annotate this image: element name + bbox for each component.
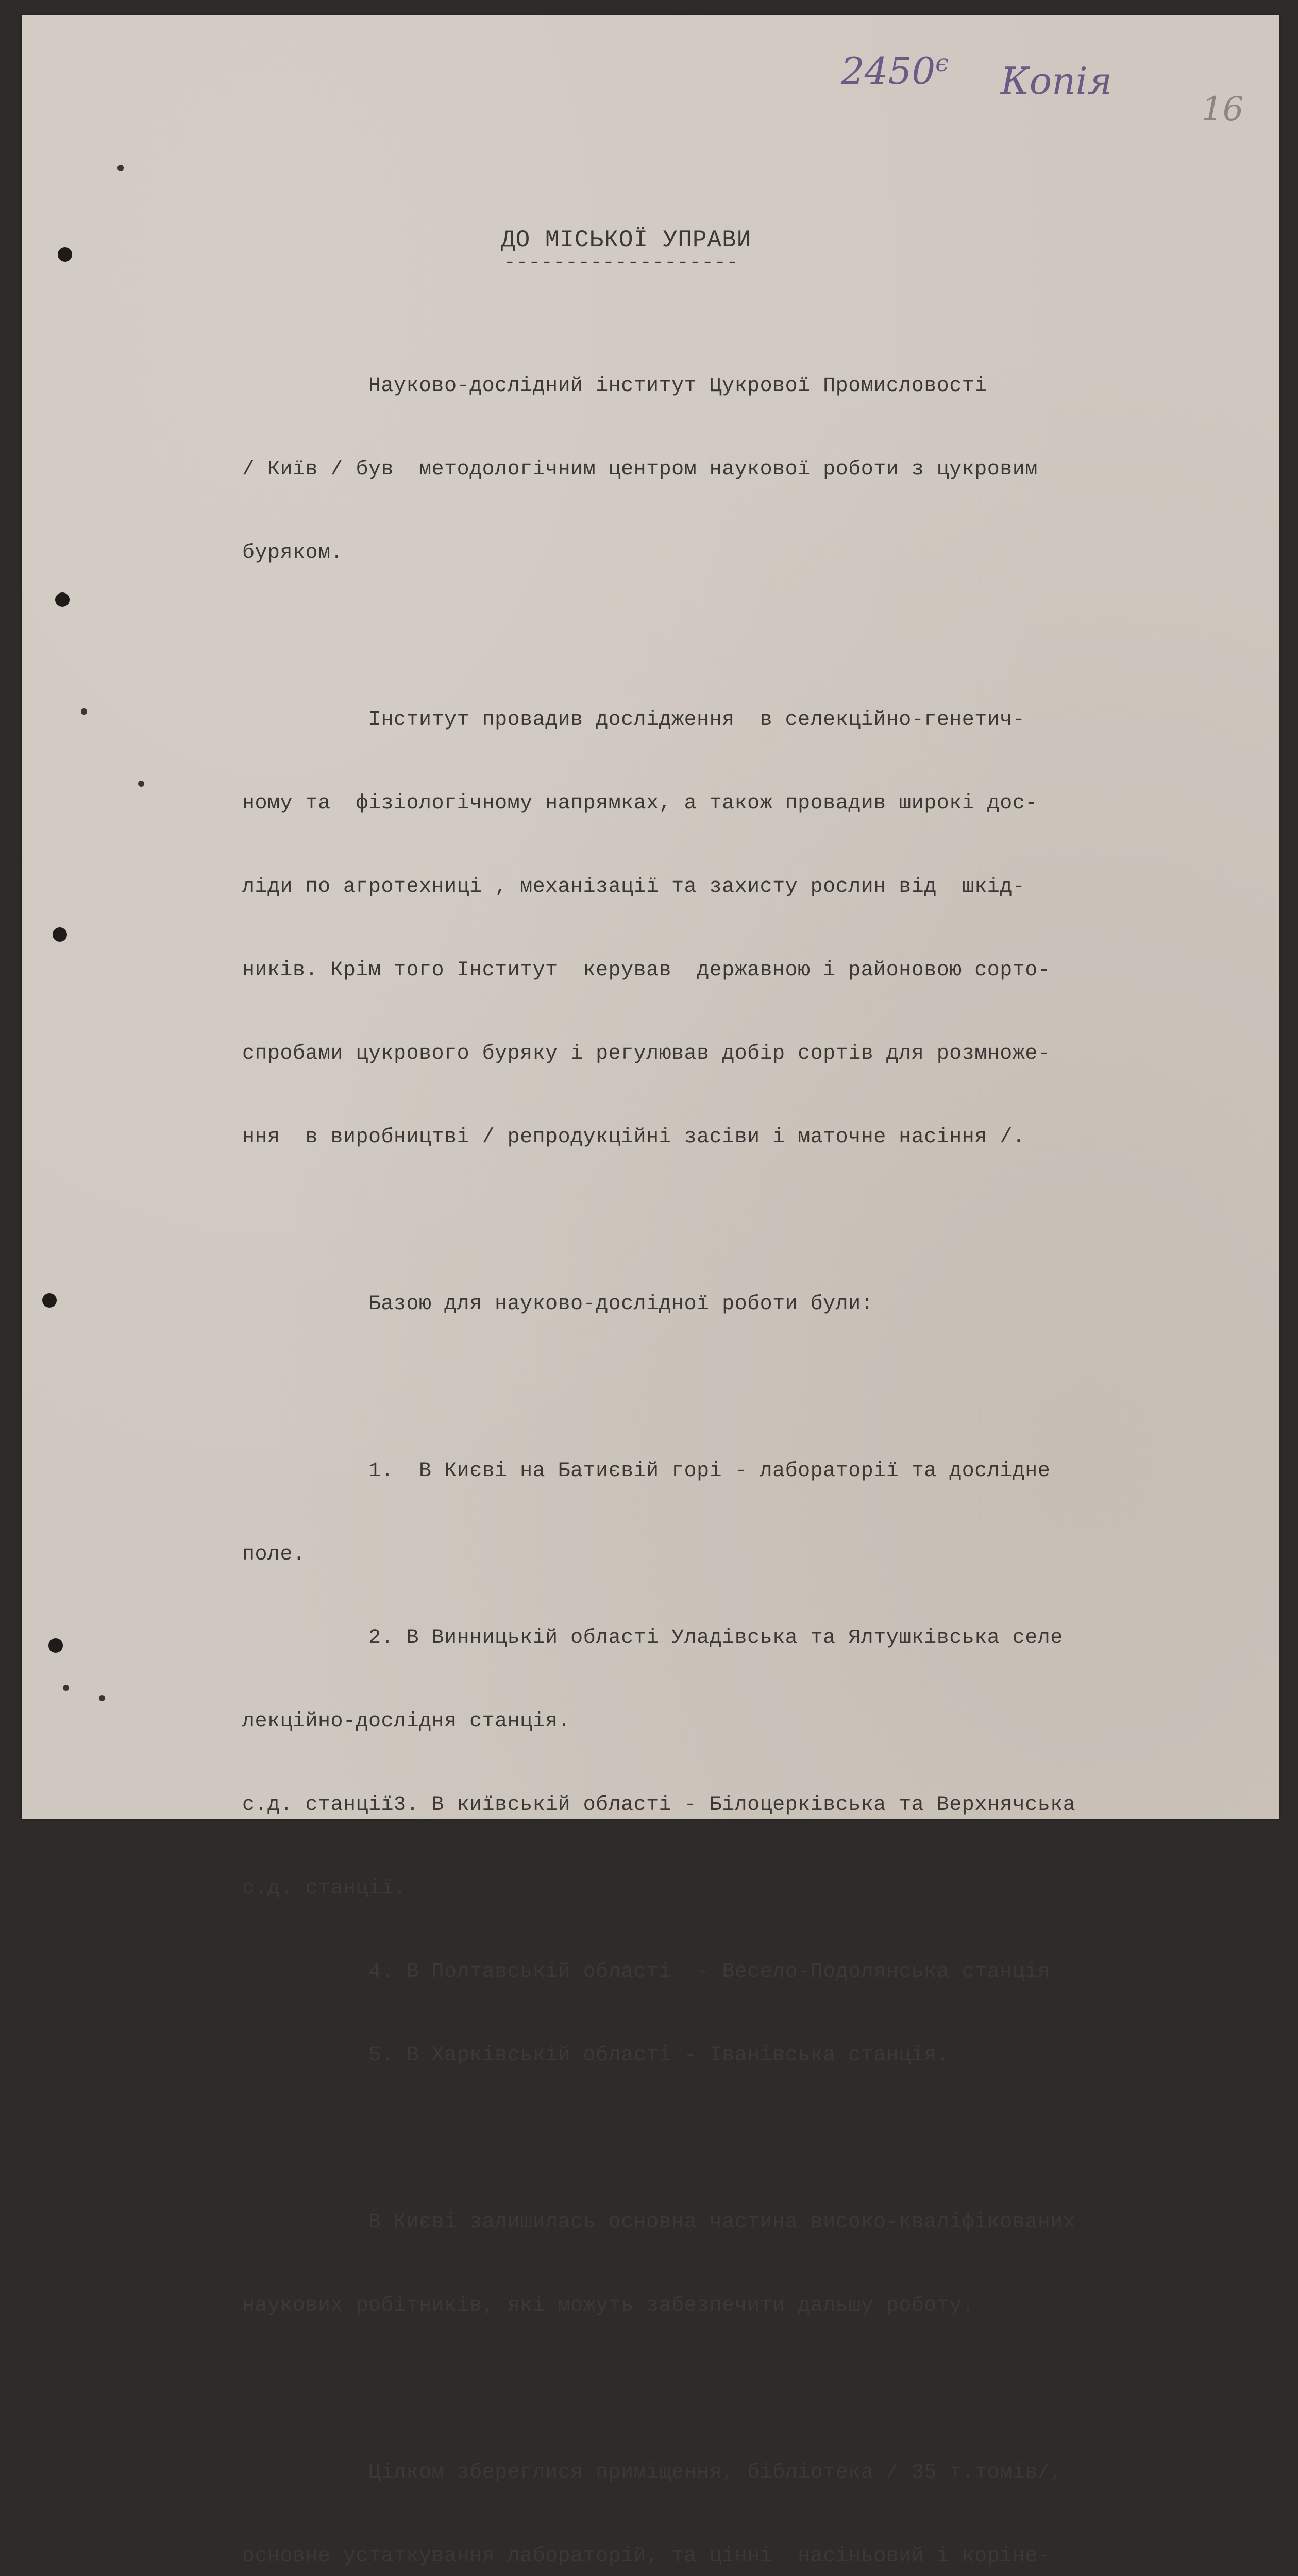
punch-hole (42, 1293, 57, 1308)
punch-hole (55, 592, 70, 607)
title-underline: ------------------- (503, 251, 739, 275)
body-line: спробами цукрового буряку і регулював добір сортів для розмноже- (242, 1042, 1051, 1065)
speck (138, 781, 144, 787)
body-line (242, 1374, 1075, 1402)
body-line: ників. Крім того Інститут керував державною і районовою сорто- (242, 959, 1051, 982)
body-line: / Київ / був методологічним центром наукової роботи з цукровим (242, 458, 1038, 481)
body-line: В Києві залишилась основна частина високо-кваліфікованих (242, 2211, 1076, 2234)
speck (63, 1685, 69, 1691)
body-line: Базою для науково-дослідної роботи були: (242, 1293, 874, 1316)
body-line: поле. (242, 1543, 306, 1566)
body-line (242, 1207, 1075, 1235)
body-line: с.д. станції. (242, 1877, 407, 1900)
speck (99, 1695, 105, 1701)
punch-hole (48, 1638, 63, 1653)
body-line: Цілком збереглися приміщення, бібліотека / 35 т.томів/, (242, 2461, 1063, 2484)
document-page (22, 15, 1279, 2568)
body-line: 2. В Винницькій області Уладівська та Ялтушківська селе (242, 1626, 1063, 1650)
body-line: 4. В Полтавській області - Весело-Подолянська станція (242, 1960, 1051, 1984)
page-title: ДО МІСЬКОЇ УПРАВИ (501, 227, 752, 253)
body-line: 1. В Києві на Батиєвій горі - лабораторії та дослідне (242, 1460, 1051, 1483)
page-number: 16 (1202, 90, 1244, 128)
body-line: Інститут провадив дослідження в селекційно-генетич- (242, 708, 1025, 732)
speck (117, 165, 124, 171)
body-line (242, 2376, 1075, 2403)
body-line: Науково-дослідний інститут Цукрової Промисловості (242, 375, 987, 398)
body-line: лекційно-дослідня станція. (242, 1710, 571, 1733)
body-line: 5. В Харківській області - Іванівська станція. (242, 2044, 950, 2067)
punch-hole (58, 247, 72, 262)
body-line: с.д. станції3. В київській області - Білоцерківська та Верхнячська (242, 1793, 1076, 1817)
body-line (242, 2125, 1075, 2153)
body-line: основне устаткування лабораторій, та цінні насіньовий і коріне- (242, 2545, 1051, 2568)
body-line: буряком. (242, 541, 344, 565)
body-line: наукових робітників, які можуть забезпечити дальшу роботу. (242, 2294, 975, 2317)
body-line (242, 623, 1075, 651)
archive-number-annotation (841, 49, 949, 93)
body-line: ному та фізіологічному напрямках, а також провадив широкі дос- (242, 792, 1038, 815)
speck (81, 708, 87, 715)
body-line: ння в виробництві / репродукційні засіви і маточне насіння /. (242, 1126, 1025, 1149)
archive-number: 2450 (841, 49, 936, 93)
body-line: ліди по агротехниці , механізації та захисту рослин від шкід- (242, 875, 1025, 899)
letter-body (242, 317, 1075, 2576)
punch-hole (53, 927, 67, 942)
copy-label: Копія (1001, 59, 1112, 103)
archive-suffix: є (935, 49, 949, 77)
